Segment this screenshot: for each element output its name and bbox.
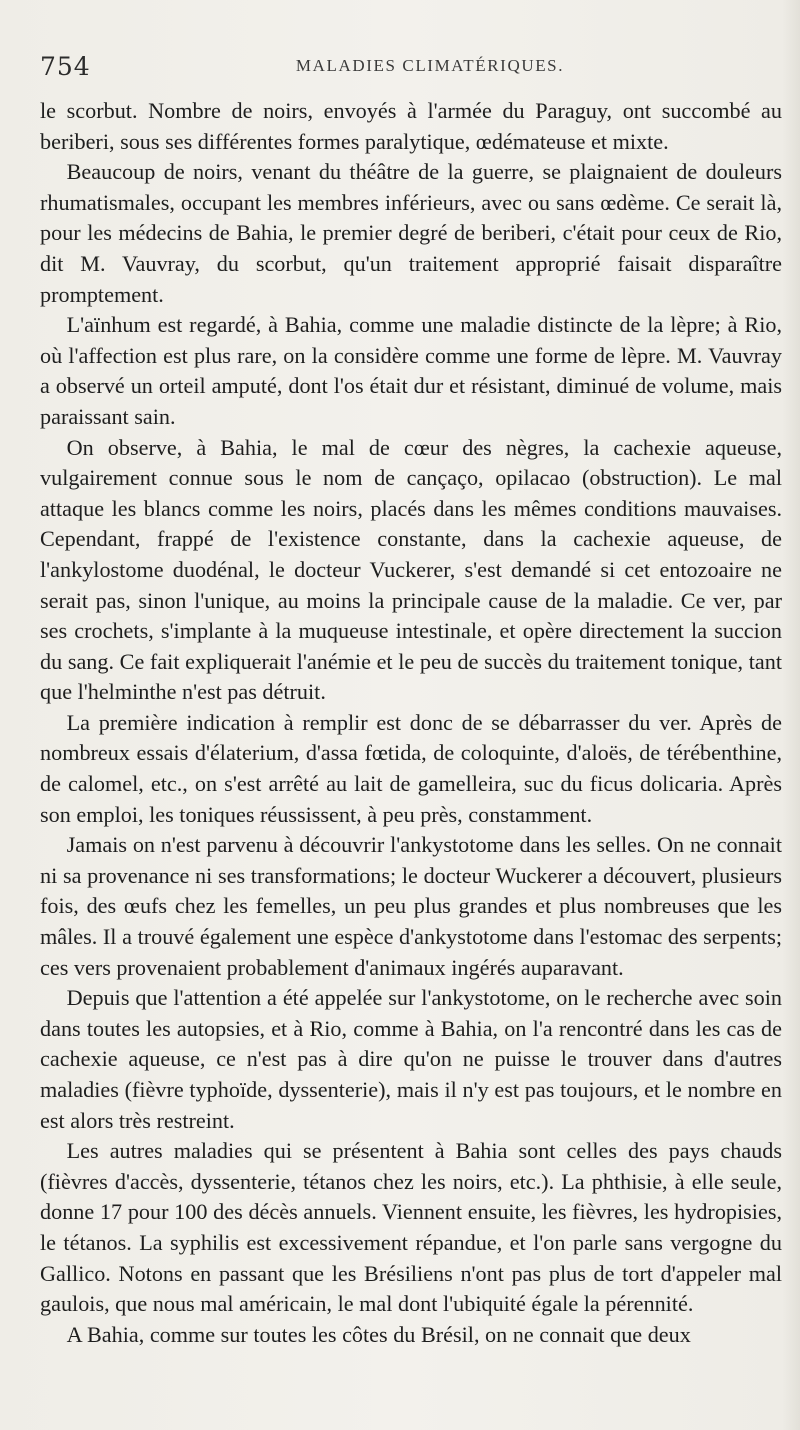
paragraph: La première indication à remplir est donc de se débarrasser du ver. Après de nombreux essais d'élaterium, d'assa fœtida, de coloquinte, d'aloës, de térébenthine, de calomel, etc., on s'est arrêté au lait de gamelleira, suc du ficus dolicaria. Après son emploi, les toniques réussissent, à peu près, constamment. — [40, 709, 782, 827]
body-text — [40, 96, 782, 1350]
paragraph: Jamais on n'est parvenu à découvrir l'ankystotome dans les selles. On ne connait ni sa provenance ni ses transformations; le docteur Wuckerer a découvert, plusieurs fois, des œufs chez les femelles, un peu plus grandes et plus nombreuses que les mâles. Il a trouvé également une espèce d'ankystotome dans l'estomac des serpents; ces vers provenaient probablement d'animaux ingérés auparavant. — [40, 832, 782, 980]
paragraph: Depuis que l'attention a été appelée sur l'ankystotome, on le recherche avec soin dans toutes les autopsies, et à Rio, comme à Bahia, on l'a rencontré dans les cas de cachexie aqueuse, ce n'est pas à dire qu'on ne puisse le trouver dans d'autres maladies (fièvre typhoïde, dyssenterie), mais il n'y est pas toujours, et le nombre en est alors très restreint. — [40, 985, 782, 1133]
paragraph: A Bahia, comme sur toutes les côtes du Brésil, on ne connait que deux — [66, 1321, 691, 1347]
page-number: 754 — [40, 52, 91, 81]
paragraph: L'aïnhum est regardé, à Bahia, comme une maladie distincte de la lèpre; à Rio, où l'affection est plus rare, on la considère comme une forme de lèpre. M. Vauvray a observé un orteil amputé, dont l'os était dur et résistant, diminué de volume, mais paraissant sain. — [40, 312, 782, 429]
paragraph: Les autres maladies qui se présentent à Bahia sont celles des pays chauds (fièvres d'accès, dyssenterie, tétanos chez les noirs, etc.). La phthisie, à elle seule, donne 17 pour 100 des décès annuels. Viennent ensuite, les fièvres, les hydropisies, le tétanos. La syphilis est excessivement répandue, et l'on parle sans vergogne du Gallico. Notons en passant que les Brésiliens n'ont pas plus de tort d'appeler mal gaulois, que nous mal américain, le mal dont l'ubiquité égale la pérennité. — [40, 1138, 782, 1317]
running-head: MALADIES CLIMATÉRIQUES. — [295, 56, 565, 75]
paragraph: Beaucoup de noirs, venant du théâtre de la guerre, se plaignaient de douleurs rhumatismales, occupant les membres inférieurs, avec ou sans œdème. Ce serait là, pour les médecins de Bahia, le premier degré de beriberi, c'était pour ceux de Rio, dit M. Vauvray, du scorbut, qu'un traitement approprié faisait disparaître promptement. — [40, 159, 782, 307]
page-edge-shadow — [782, 0, 800, 1430]
paragraph: le scorbut. Nombre de noirs, envoyés à l'armée du Paraguy, ont succombé au beriberi, sous ses différentes formes paralytique, œdémateuse et mixte. — [40, 98, 782, 154]
page-header — [40, 52, 780, 86]
paragraph: On observe, à Bahia, le mal de cœur des nègres, la cachexie aqueuse, vulgairement connue sous le nom de cançaço, opilacao (obstruction). Le mal attaque les blancs comme les noirs, placés dans les mêmes conditions mauvaises. Cependant, frappé de l'existence constante, dans la cachexie aqueuse, de l'ankylostome duodénal, le docteur Vuckerer, s'est demandé si cet entozoaire ne serait pas, sinon l'unique, au moins la principale cause de la maladie. Ce ver, par ses crochets, s'implante à la muqueuse intestinale, et opère directement la succion du sang. Ce fait expliquerait l'anémie et le peu de succès du traitement tonique, tant que l'helminthe n'est pas détruit. — [40, 434, 782, 705]
